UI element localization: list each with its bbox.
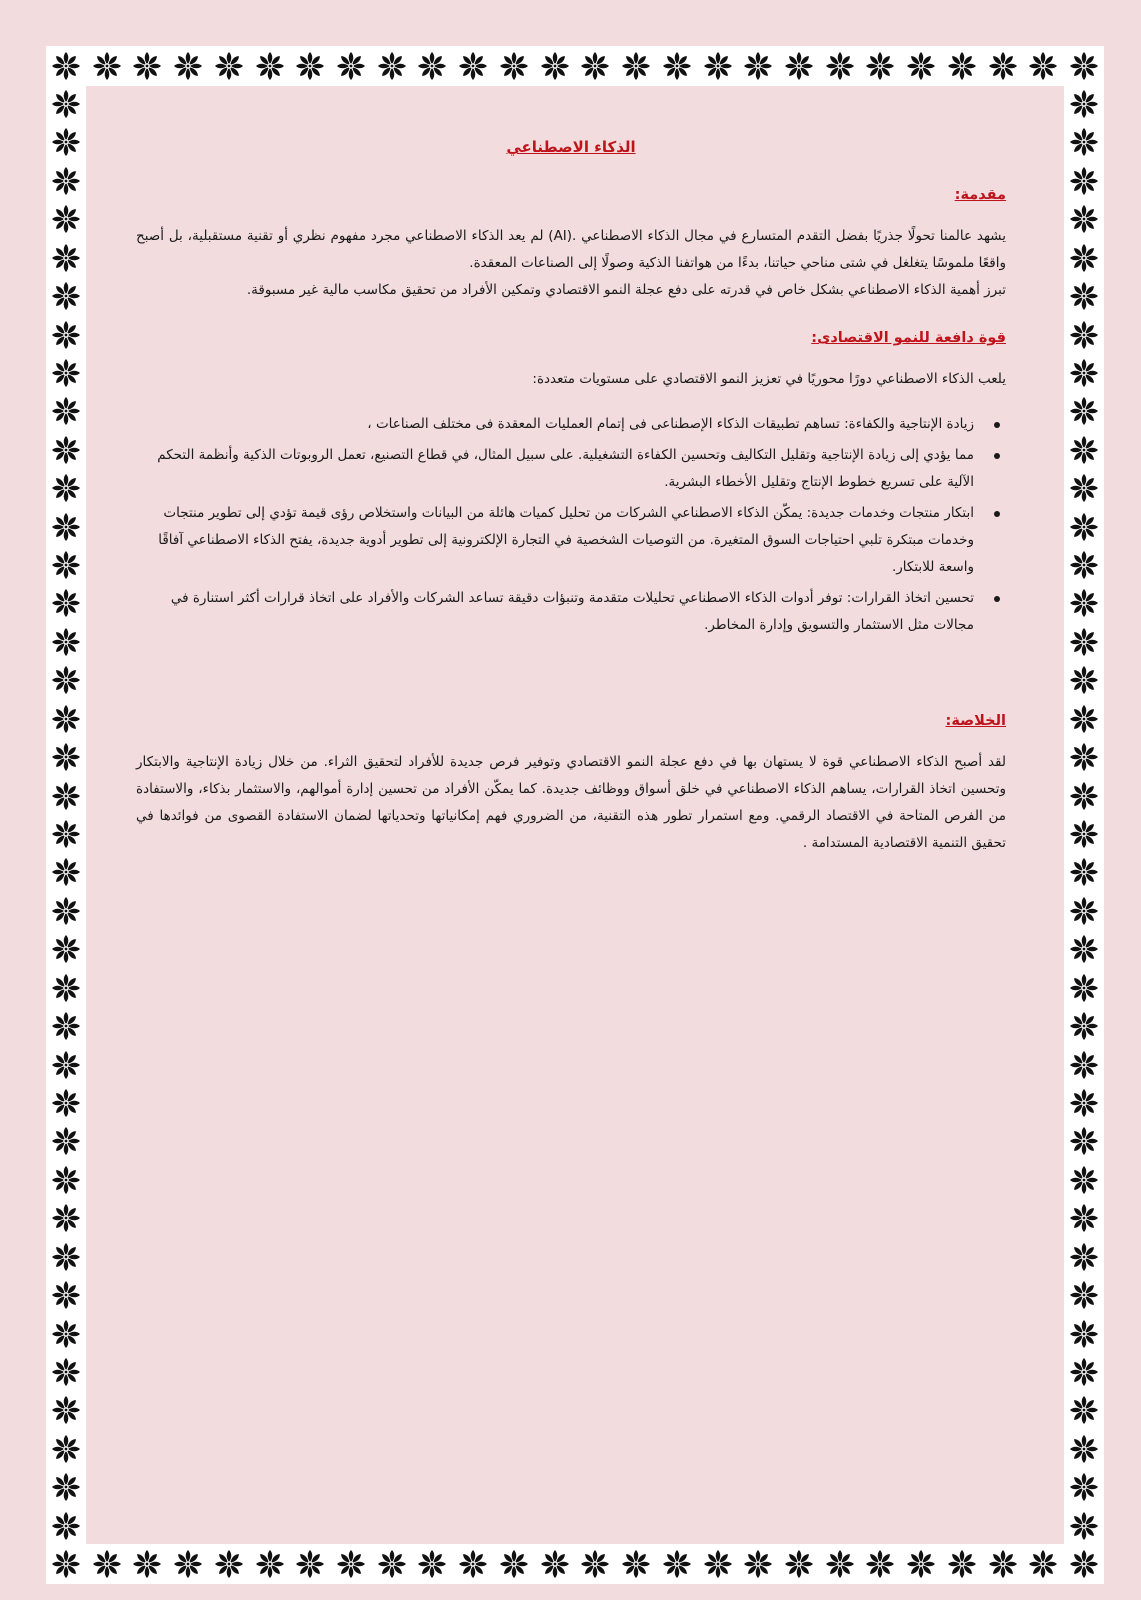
asterisk-flower-icon: [579, 50, 611, 82]
asterisk-flower-icon: [1068, 549, 1100, 581]
asterisk-flower-icon: [1068, 357, 1100, 389]
asterisk-flower-icon: [864, 50, 896, 82]
asterisk-flower-icon: [661, 50, 693, 82]
asterisk-flower-icon: [1068, 280, 1100, 312]
asterisk-flower-icon: [50, 165, 82, 197]
asterisk-flower-icon: [1068, 1125, 1100, 1157]
asterisk-flower-icon: [1027, 1548, 1059, 1580]
asterisk-flower-icon: [335, 50, 367, 82]
asterisk-flower-icon: [702, 50, 734, 82]
asterisk-flower-icon: [335, 1548, 367, 1580]
asterisk-flower-icon: [50, 1471, 82, 1503]
asterisk-flower-icon: [50, 203, 82, 235]
asterisk-flower-icon: [1068, 395, 1100, 427]
bullet-text: تحسين اتخاذ القرارات: توفر أدوات الذكاء الاصطناعي تحليلات متقدمة وتنبؤات دقيقة تساعد الشركات والأفراد على اتخاذ قرارات أكثر استنارة في مجالات مثل الاستثمار والتسويق وإدارة المخاطر.: [170, 590, 974, 633]
asterisk-flower-icon: [457, 1548, 489, 1580]
list-item: [136, 411, 974, 438]
asterisk-flower-icon: [294, 50, 326, 82]
asterisk-flower-icon: [1068, 856, 1100, 888]
asterisk-flower-icon: [864, 1548, 896, 1580]
asterisk-flower-icon: [1068, 664, 1100, 696]
asterisk-flower-icon: [50, 1241, 82, 1273]
asterisk-flower-icon: [946, 50, 978, 82]
asterisk-flower-icon: [50, 280, 82, 312]
asterisk-flower-icon: [50, 549, 82, 581]
asterisk-flower-icon: [50, 972, 82, 1004]
asterisk-flower-icon: [50, 933, 82, 965]
asterisk-flower-icon: [254, 50, 286, 82]
border-top: [46, 46, 1104, 86]
asterisk-flower-icon: [661, 1548, 693, 1580]
asterisk-flower-icon: [50, 1087, 82, 1119]
asterisk-flower-icon: [1068, 1471, 1100, 1503]
bullet-icon: [994, 511, 1000, 517]
asterisk-flower-icon: [50, 741, 82, 773]
asterisk-flower-icon: [1068, 1394, 1100, 1426]
asterisk-flower-icon: [50, 1318, 82, 1350]
asterisk-flower-icon: [1068, 780, 1100, 812]
asterisk-flower-icon: [620, 50, 652, 82]
asterisk-flower-icon: [1068, 703, 1100, 735]
asterisk-flower-icon: [783, 50, 815, 82]
document-content: [136, 133, 1006, 857]
list-item: [136, 500, 974, 581]
asterisk-flower-icon: [1068, 1279, 1100, 1311]
asterisk-flower-icon: [1068, 88, 1100, 120]
document-title: الذكاء الاصطناعي: [506, 138, 636, 156]
growth-lead: يلعب الذكاء الاصطناعي دورًا محوريًا في تعزيز النمو الاقتصادي على مستويات متعددة:: [532, 371, 1006, 387]
asterisk-flower-icon: [742, 1548, 774, 1580]
asterisk-flower-icon: [172, 50, 204, 82]
asterisk-flower-icon: [783, 1548, 815, 1580]
asterisk-flower-icon: [50, 895, 82, 927]
asterisk-flower-icon: [50, 1202, 82, 1234]
asterisk-flower-icon: [1068, 319, 1100, 351]
asterisk-flower-icon: [539, 1548, 571, 1580]
asterisk-flower-icon: [50, 511, 82, 543]
asterisk-flower-icon: [50, 1279, 82, 1311]
asterisk-flower-icon: [824, 1548, 856, 1580]
asterisk-flower-icon: [1068, 1087, 1100, 1119]
asterisk-flower-icon: [50, 1433, 82, 1465]
asterisk-flower-icon: [824, 50, 856, 82]
asterisk-flower-icon: [50, 1510, 82, 1542]
asterisk-flower-icon: [905, 50, 937, 82]
asterisk-flower-icon: [1068, 741, 1100, 773]
intro-heading: مقدمة:: [954, 187, 1006, 203]
asterisk-flower-icon: [946, 1548, 978, 1580]
asterisk-flower-icon: [498, 1548, 530, 1580]
asterisk-flower-icon: [50, 1164, 82, 1196]
list-item: [136, 442, 974, 496]
asterisk-flower-icon: [1068, 203, 1100, 235]
asterisk-flower-icon: [376, 1548, 408, 1580]
intro-section: [136, 223, 1006, 304]
asterisk-flower-icon: [1068, 626, 1100, 658]
asterisk-flower-icon: [987, 50, 1019, 82]
asterisk-flower-icon: [1068, 1548, 1100, 1580]
asterisk-flower-icon: [579, 1548, 611, 1580]
asterisk-flower-icon: [1068, 511, 1100, 543]
asterisk-flower-icon: [742, 50, 774, 82]
asterisk-flower-icon: [1068, 895, 1100, 927]
asterisk-flower-icon: [50, 395, 82, 427]
asterisk-flower-icon: [50, 703, 82, 735]
intro-paragraph-1: يشهد عالمنا تحولًا جذريًا بفضل التقدم المتسارع في مجال الذكاء الاصطناعي .(AI) لم يعد الذكاء الاصطناعي مجرد مفهوم نظري أو تقنية مستقبلية، بل أصبح واقعًا ملموسًا يتغلغل في شتى مناحي حياتنا، بدءًا من هواتفنا الذكية وصولًا إلى الصناعات المعقدة.: [136, 228, 1006, 271]
bullet-text: ابتكار منتجات وخدمات جديدة: يمكّن الذكاء الاصطناعي الشركات من تحليل كميات هائلة من البيانات واستخلاص رؤى قيمة تؤدي إلى تطوير منتجات وخدمات مبتكرة تلبي احتياجات السوق المتغيرة. من التوصيات الشخصية في التجارة الإلكترونية إلى تطوير أدوية جديدة، يفتح الذكاء الاصطناعي آفاقًا واسعة للابتكار.: [158, 505, 974, 575]
asterisk-flower-icon: [50, 664, 82, 696]
asterisk-flower-icon: [50, 780, 82, 812]
asterisk-flower-icon: [131, 1548, 163, 1580]
asterisk-flower-icon: [457, 50, 489, 82]
asterisk-flower-icon: [1068, 1510, 1100, 1542]
asterisk-flower-icon: [416, 50, 448, 82]
asterisk-flower-icon: [50, 1356, 82, 1388]
asterisk-flower-icon: [987, 1548, 1019, 1580]
asterisk-flower-icon: [50, 626, 82, 658]
asterisk-flower-icon: [254, 1548, 286, 1580]
asterisk-flower-icon: [50, 88, 82, 120]
asterisk-flower-icon: [1027, 50, 1059, 82]
border-left: [46, 86, 86, 1544]
asterisk-flower-icon: [50, 818, 82, 850]
asterisk-flower-icon: [50, 1125, 82, 1157]
asterisk-flower-icon: [1068, 1356, 1100, 1388]
border-right: [1064, 86, 1104, 1544]
asterisk-flower-icon: [1068, 472, 1100, 504]
list-item: [136, 585, 974, 639]
asterisk-flower-icon: [213, 50, 245, 82]
conclusion-heading: الخلاصة:: [945, 713, 1006, 729]
asterisk-flower-icon: [50, 434, 82, 466]
asterisk-flower-icon: [1068, 50, 1100, 82]
asterisk-flower-icon: [50, 50, 82, 82]
asterisk-flower-icon: [1068, 1433, 1100, 1465]
bullet-text: مما يؤدي إلى زيادة الإنتاجية وتقليل التكاليف وتحسين الكفاءة التشغيلية. على سبيل المثال، في قطاع التصنيع، تعمل الروبوتات الذكية وأنظمة التحكم الآلية على تسريع خطوط الإنتاج وتقليل الأخطاء البشرية.: [157, 447, 974, 490]
asterisk-flower-icon: [1068, 933, 1100, 965]
asterisk-flower-icon: [620, 1548, 652, 1580]
asterisk-flower-icon: [498, 50, 530, 82]
bullet-text: زيادة الإنتاجية والكفاءة: تساهم تطبيقات الذكاء الإصطناعى فى إتمام العمليات المعقدة فى مختلف الصناعات ،: [367, 416, 974, 432]
asterisk-flower-icon: [294, 1548, 326, 1580]
asterisk-flower-icon: [1068, 165, 1100, 197]
border-bottom: [46, 1544, 1104, 1584]
conclusion-paragraph: لقد أصبح الذكاء الاصطناعي قوة لا يستهان بها في دفع عجلة النمو الاقتصادي وتوفير فرص جديدة للأفراد لتحقيق الثراء. من خلال زيادة الإنتاجية والابتكار وتحسين اتخاذ القرارات، يساهم الذكاء الاصطناعي في خلق أسواق ووظائف جديدة. كما يمكّن الأفراد من تحسين إدارة أموالهم، والاستثمار بذكاء، والاستفادة من الفرص المتاحة في الاقتصاد الرقمي. ومع استمرار تطور هذه التقنية، من الضروري فهم إمكانياتها وتحدياتها لضمان الاستفادة القصوى من فوائدها في تحقيق التنمية الاقتصادية المستدامة .: [136, 754, 1006, 851]
asterisk-flower-icon: [50, 242, 82, 274]
asterisk-flower-icon: [1068, 1202, 1100, 1234]
bullet-icon: [994, 422, 1000, 428]
asterisk-flower-icon: [1068, 242, 1100, 274]
asterisk-flower-icon: [1068, 1318, 1100, 1350]
asterisk-flower-icon: [539, 50, 571, 82]
asterisk-flower-icon: [50, 1010, 82, 1042]
asterisk-flower-icon: [91, 1548, 123, 1580]
asterisk-flower-icon: [131, 50, 163, 82]
bullet-icon: [994, 596, 1000, 602]
asterisk-flower-icon: [50, 856, 82, 888]
asterisk-flower-icon: [50, 472, 82, 504]
intro-paragraph-2: تبرز أهمية الذكاء الاصطناعي بشكل خاص في قدرته على دفع عجلة النمو الاقتصادي وتمكين الأفراد من تحقيق مكاسب مالية غير مسبوقة.: [246, 282, 1006, 298]
asterisk-flower-icon: [905, 1548, 937, 1580]
asterisk-flower-icon: [50, 126, 82, 158]
asterisk-flower-icon: [50, 587, 82, 619]
asterisk-flower-icon: [1068, 587, 1100, 619]
asterisk-flower-icon: [1068, 1049, 1100, 1081]
asterisk-flower-icon: [1068, 126, 1100, 158]
asterisk-flower-icon: [213, 1548, 245, 1580]
decorative-frame: [46, 46, 1104, 1584]
asterisk-flower-icon: [1068, 1010, 1100, 1042]
asterisk-flower-icon: [416, 1548, 448, 1580]
growth-bullet-list: [136, 411, 1006, 639]
asterisk-flower-icon: [50, 319, 82, 351]
asterisk-flower-icon: [50, 1548, 82, 1580]
asterisk-flower-icon: [1068, 434, 1100, 466]
bullet-icon: [994, 453, 1000, 459]
asterisk-flower-icon: [1068, 972, 1100, 1004]
asterisk-flower-icon: [50, 1049, 82, 1081]
asterisk-flower-icon: [1068, 818, 1100, 850]
growth-heading: قوة دافعة للنمو الاقتصادى:: [811, 330, 1006, 346]
asterisk-flower-icon: [50, 1394, 82, 1426]
asterisk-flower-icon: [172, 1548, 204, 1580]
asterisk-flower-icon: [91, 50, 123, 82]
asterisk-flower-icon: [50, 357, 82, 389]
page-body: [86, 86, 1064, 1544]
asterisk-flower-icon: [1068, 1241, 1100, 1273]
asterisk-flower-icon: [702, 1548, 734, 1580]
asterisk-flower-icon: [376, 50, 408, 82]
asterisk-flower-icon: [1068, 1164, 1100, 1196]
